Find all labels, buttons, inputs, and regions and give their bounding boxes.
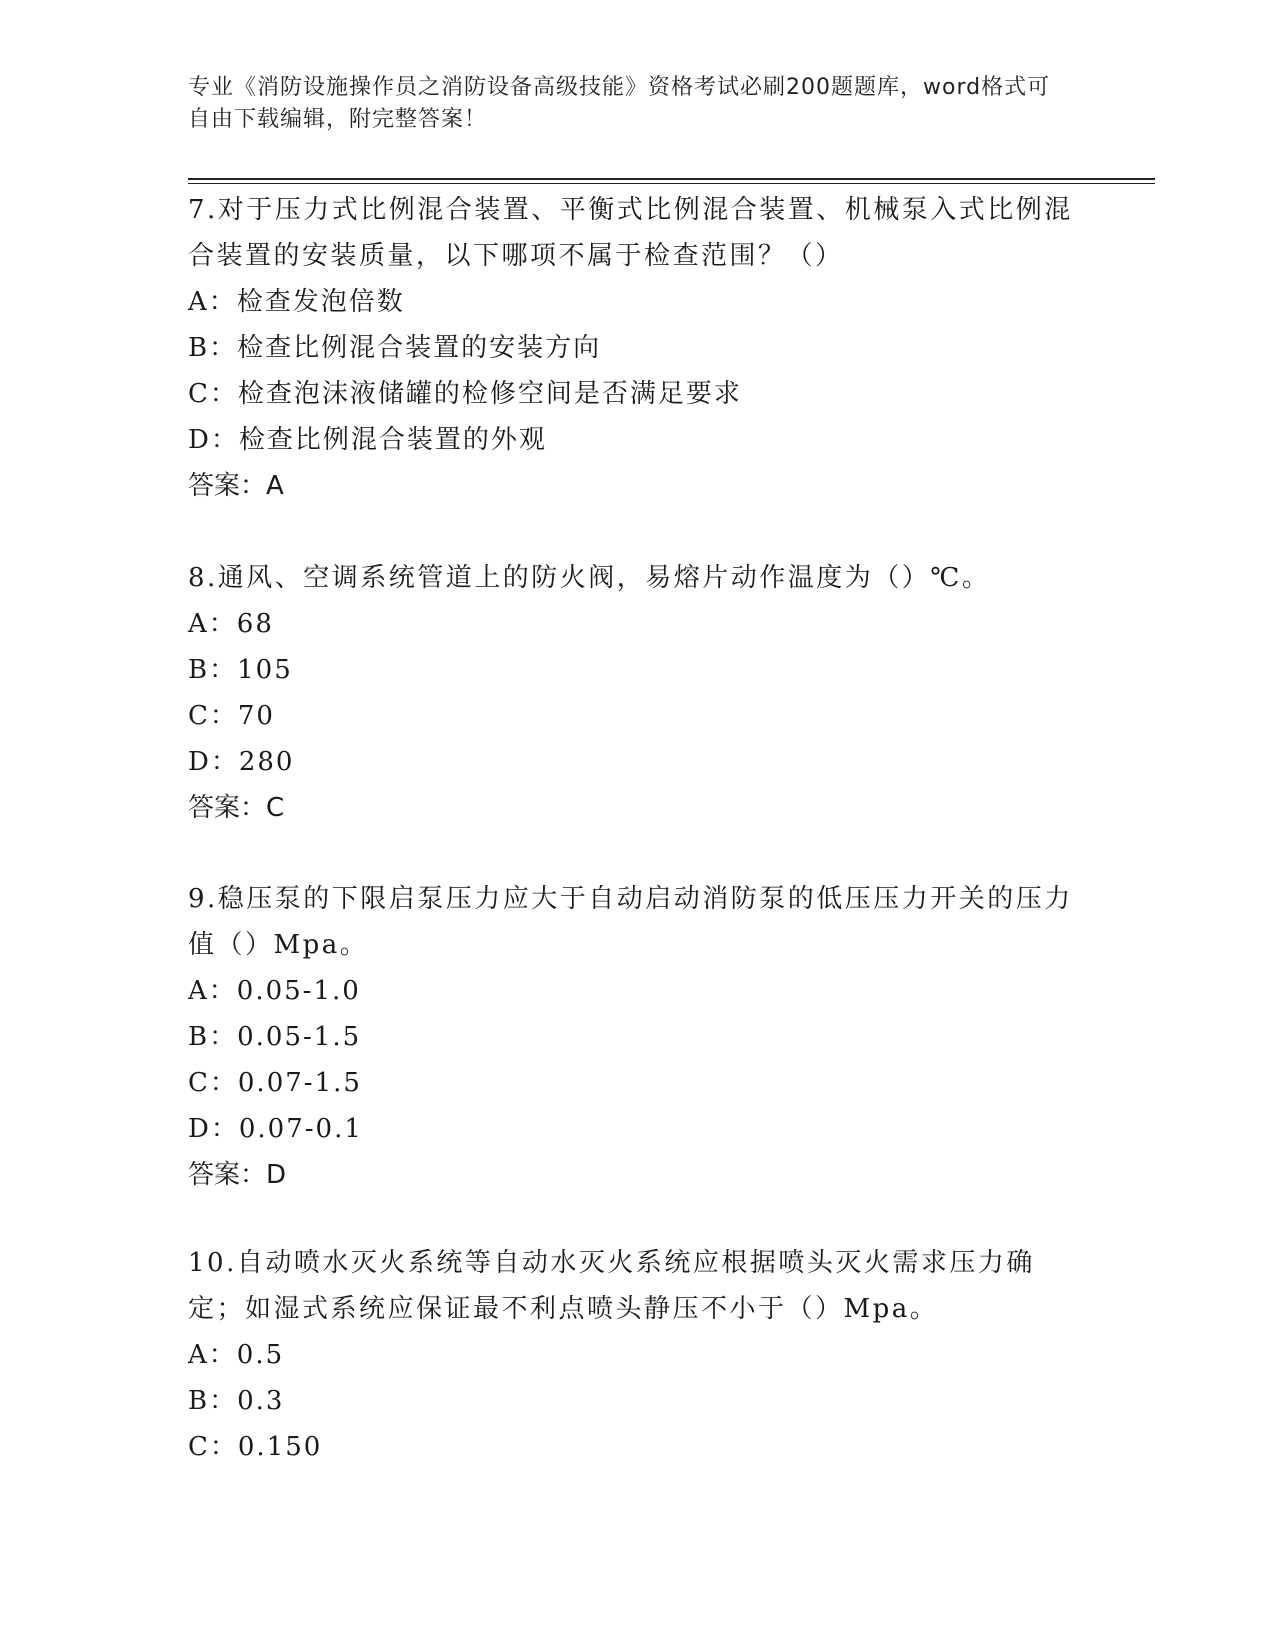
option-a: A：检查发泡倍数 bbox=[188, 287, 405, 317]
answer-line: 答案：C bbox=[188, 793, 285, 823]
option-c: C：70 bbox=[188, 701, 275, 731]
answer-line: 答案：D bbox=[188, 1160, 287, 1190]
question-stem: 8.通风、空调系统管道上的防火阀，易熔片动作温度为（）℃。 bbox=[188, 563, 991, 593]
document-header: 专业《消防设施操作员之消防设备高级技能》资格考试必刷200题题库，word格式可自由下载编辑，附完整答案！ bbox=[188, 75, 1051, 132]
option-a: A：0.5 bbox=[188, 1340, 285, 1370]
question-10 bbox=[188, 1240, 1088, 1470]
option-a: A：0.05-1.0 bbox=[188, 976, 361, 1006]
question-8 bbox=[188, 555, 1088, 831]
question-9 bbox=[188, 876, 1088, 1198]
question-7 bbox=[188, 187, 1088, 509]
question-stem: 9.稳压泵的下限启泵压力应大于自动启动消防泵的低压压力开关的压力值（）Mpa。 bbox=[188, 884, 1073, 960]
option-d: D：280 bbox=[188, 747, 295, 777]
option-c: C：检查泡沫液储罐的检修空间是否满足要求 bbox=[188, 379, 742, 409]
option-d: D：0.07-0.1 bbox=[188, 1114, 363, 1144]
option-c: C：0.07-1.5 bbox=[188, 1068, 362, 1098]
option-b: B：0.05-1.5 bbox=[188, 1022, 362, 1052]
option-c: C：0.150 bbox=[188, 1432, 323, 1462]
header-divider bbox=[188, 178, 1155, 180]
answer-line: 答案：A bbox=[188, 471, 284, 501]
option-b: B：0.3 bbox=[188, 1386, 285, 1416]
question-stem: 7.对于压力式比例混合装置、平衡式比例混合装置、机械泵入式比例混合装置的安装质量，以下哪项不属于检查范围？（） bbox=[188, 195, 1073, 271]
option-b: B：105 bbox=[188, 655, 293, 685]
option-a: A：68 bbox=[188, 609, 274, 639]
option-d: D：检查比例混合装置的外观 bbox=[188, 425, 547, 455]
question-stem: 10.自动喷水灭火系统等自动水灭火系统应根据喷头灭火需求压力确定；如湿式系统应保证最不利点喷头静压不小于（）Mpa。 bbox=[188, 1248, 1035, 1324]
option-b: B：检查比例混合装置的安装方向 bbox=[188, 333, 602, 363]
header-divider-thin bbox=[188, 183, 1155, 184]
